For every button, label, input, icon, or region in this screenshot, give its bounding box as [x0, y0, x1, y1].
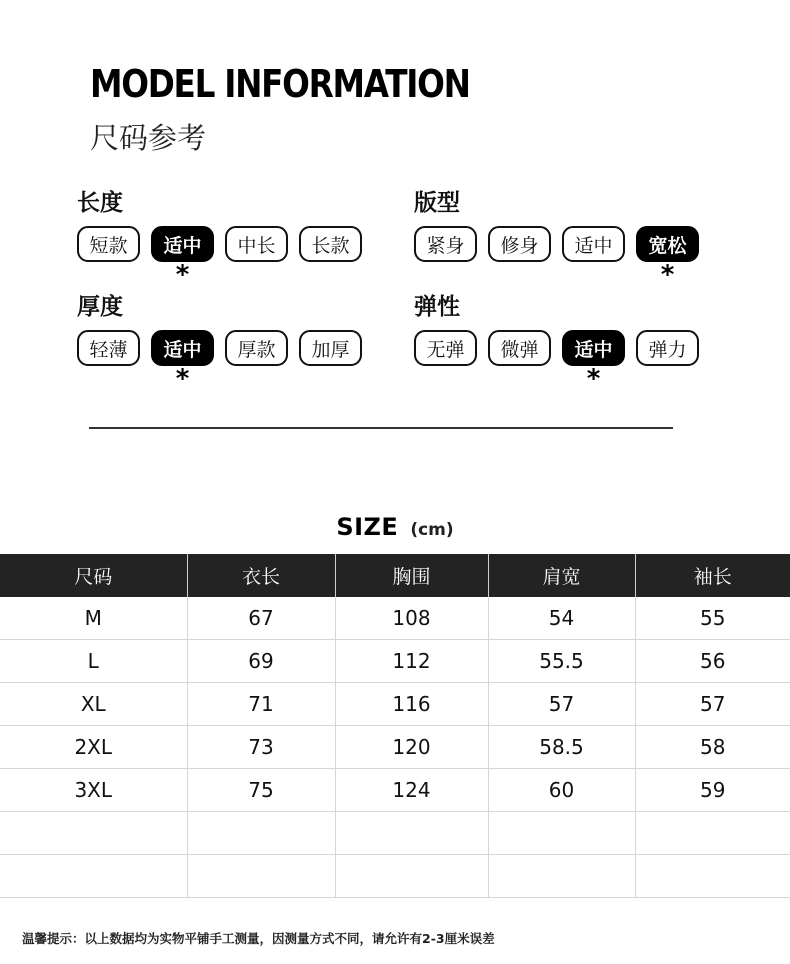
table-row [0, 769, 790, 812]
selected-marker: * [660, 260, 675, 290]
table-cell [635, 855, 790, 898]
table-cell: 120 [335, 726, 488, 769]
option-label: 宽松 [648, 234, 687, 257]
table-cell: XL [0, 683, 187, 726]
table-cell: 54 [488, 597, 635, 640]
size-unit: (cm) [410, 520, 454, 540]
table-cell: 71 [187, 683, 335, 726]
table-cell [488, 855, 635, 898]
attribute-label: 长度 [77, 190, 123, 216]
option-row [414, 226, 699, 290]
selected-marker: * [175, 260, 190, 290]
option-label: 适中 [163, 338, 202, 361]
table-cell: 73 [187, 726, 335, 769]
option-tag [414, 330, 477, 366]
page-subtitle: 尺码参考 [90, 121, 207, 155]
option-tag [488, 330, 551, 366]
table-cell [0, 812, 187, 855]
option-label: 长款 [311, 234, 350, 257]
option-label: 短款 [89, 234, 128, 257]
table-cell: 116 [335, 683, 488, 726]
table-cell: 112 [335, 640, 488, 683]
option-label: 中长 [237, 234, 276, 257]
table-cell [0, 855, 187, 898]
size-table [0, 554, 790, 898]
option-label: 弹力 [648, 338, 687, 361]
option-tag [225, 226, 288, 262]
table-cell: 59 [635, 769, 790, 812]
option-row [77, 226, 362, 290]
column-header: 袖长 [635, 554, 790, 597]
selected-marker: * [175, 364, 190, 394]
table-row [0, 683, 790, 726]
option-tag [225, 330, 288, 366]
option-label: 适中 [163, 234, 202, 257]
table-cell: 3XL [0, 769, 187, 812]
table-cell: M [0, 597, 187, 640]
option-tag [299, 330, 362, 366]
attribute-label: 厚度 [77, 294, 123, 320]
column-header: 肩宽 [488, 554, 635, 597]
table-cell: 75 [187, 769, 335, 812]
attribute-elasticity [414, 292, 699, 394]
option-tag [636, 330, 699, 366]
option-tag [562, 226, 625, 262]
attribute-label: 弹性 [414, 294, 460, 320]
option-tag-selected [562, 330, 625, 394]
option-label: 紧身 [426, 234, 465, 257]
table-cell: 57 [635, 683, 790, 726]
table-cell [335, 812, 488, 855]
option-label: 微弹 [500, 338, 539, 361]
section-divider [89, 427, 673, 429]
option-label: 适中 [574, 338, 613, 361]
attribute-length [77, 188, 362, 290]
option-tag [299, 226, 362, 262]
table-cell [488, 812, 635, 855]
option-tag [77, 330, 140, 366]
table-row [0, 812, 790, 855]
option-tag [414, 226, 477, 262]
page-title: MODEL INFORMATION [90, 62, 470, 106]
size-table-header [0, 554, 790, 597]
table-cell: L [0, 640, 187, 683]
table-cell: 124 [335, 769, 488, 812]
attribute-fit [414, 188, 699, 290]
size-heading [0, 513, 790, 541]
option-tag-selected [151, 226, 214, 290]
table-cell [335, 855, 488, 898]
option-row [77, 330, 362, 394]
size-title: SIZE [336, 513, 399, 541]
table-cell: 57 [488, 683, 635, 726]
selected-marker: * [586, 364, 601, 394]
table-row [0, 640, 790, 683]
option-label: 厚款 [237, 338, 276, 361]
option-label: 加厚 [311, 338, 350, 361]
option-label: 适中 [574, 234, 613, 257]
table-cell: 60 [488, 769, 635, 812]
table-cell: 108 [335, 597, 488, 640]
table-cell [187, 855, 335, 898]
column-header: 衣长 [187, 554, 335, 597]
table-cell: 56 [635, 640, 790, 683]
option-label: 轻薄 [89, 338, 128, 361]
measurement-note: 温馨提示：以上数据均为实物平铺手工测量，因测量方式不同，请允许有2-3厘米误差 [22, 931, 495, 946]
attribute-label: 版型 [414, 190, 460, 216]
option-label: 修身 [500, 234, 539, 257]
table-cell [187, 812, 335, 855]
table-cell: 67 [187, 597, 335, 640]
option-tag [488, 226, 551, 262]
column-header: 尺码 [0, 554, 187, 597]
table-cell: 58 [635, 726, 790, 769]
table-cell: 69 [187, 640, 335, 683]
table-row [0, 597, 790, 640]
option-tag-selected [151, 330, 214, 394]
table-cell: 58.5 [488, 726, 635, 769]
column-header: 胸围 [335, 554, 488, 597]
table-cell: 55 [635, 597, 790, 640]
option-row [414, 330, 699, 394]
table-cell: 55.5 [488, 640, 635, 683]
table-row [0, 855, 790, 898]
option-tag-selected [636, 226, 699, 290]
option-tag [77, 226, 140, 262]
attribute-thickness [77, 292, 362, 394]
table-cell: 2XL [0, 726, 187, 769]
table-row [0, 726, 790, 769]
size-table-body [0, 597, 790, 898]
table-cell [635, 812, 790, 855]
option-label: 无弹 [426, 338, 465, 361]
